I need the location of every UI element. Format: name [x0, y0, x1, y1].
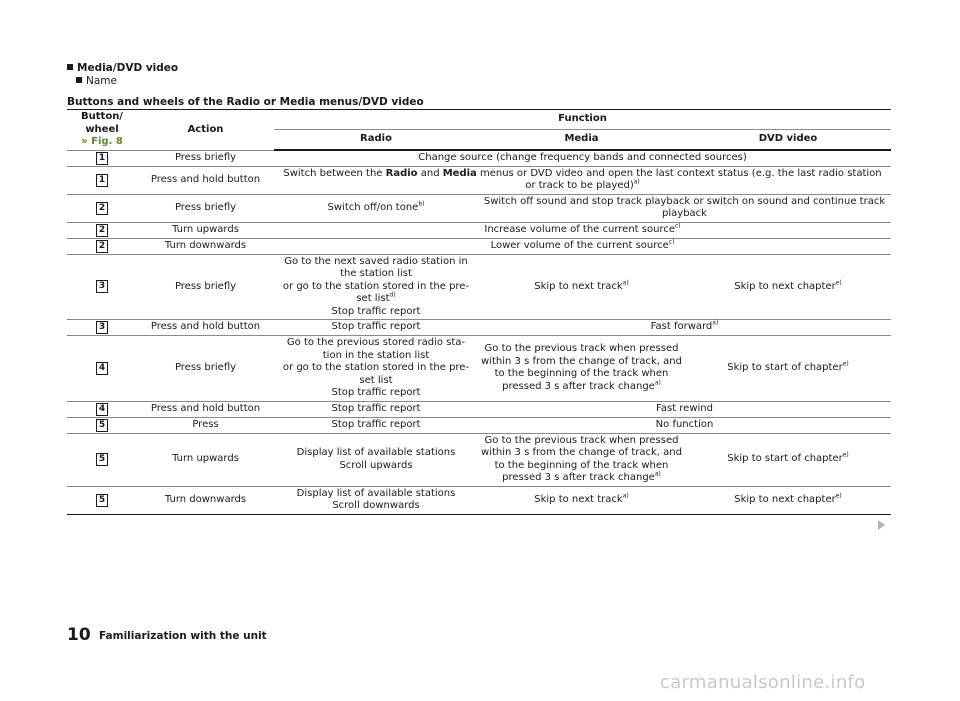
function-cell: Change source (change frequency bands and connected sources): [274, 150, 891, 166]
text-run: Skip to next chapter: [734, 280, 836, 292]
function-cell: [274, 166, 891, 194]
text-run-bold: Radio: [385, 167, 418, 179]
text-line: Scroll upwards: [339, 459, 413, 471]
text-run: Switch between the: [283, 167, 386, 179]
bullet-item-name: [67, 75, 178, 88]
text-run: Go to the previous track when pressed within 3 s from the change of track, and to the beginning of the track when pressed 3 s after track change: [481, 434, 682, 483]
action-cell: Press and hold button: [137, 401, 274, 417]
table-row: [67, 320, 891, 336]
dvd-cell: [685, 486, 891, 514]
text-line: or go to the station stored in the pre- set list: [282, 362, 470, 386]
media-dvd-cell: No function: [478, 417, 891, 433]
dvd-cell: [685, 336, 891, 402]
button-number-badge: 2: [96, 202, 108, 215]
table-row: [67, 238, 891, 254]
table-row: [67, 150, 891, 166]
text-run: Go to the previous track when pressed within 3 s from the change of track, and to the beginning of the track when pressed 3 s after track change: [481, 343, 682, 392]
text-run: Increase volume of the current source: [484, 223, 675, 235]
action-cell: Turn downwards: [137, 238, 274, 254]
text-run: or go to the station stored in the pre-set list: [282, 280, 470, 304]
table-row: [67, 486, 891, 514]
button-number-badge: 5: [96, 453, 108, 466]
footnote-mark: c): [674, 222, 681, 230]
button-number-badge: 5: [96, 494, 108, 507]
table-row: [67, 433, 891, 486]
text-line: Stop traffic report: [331, 305, 421, 317]
action-cell: Press briefly: [137, 194, 274, 222]
footnote-mark: e): [842, 451, 849, 459]
text-line: Go to the next saved radio station in the station list: [284, 255, 468, 279]
button-number-badge: 3: [96, 280, 108, 293]
function-cell: [274, 238, 891, 254]
text-run: Skip to next track: [534, 280, 623, 292]
radio-cell: Stop traffic report: [274, 417, 478, 433]
text-run: Lower volume of the current source: [490, 239, 669, 251]
footnote-mark: b): [418, 200, 425, 208]
table-row: [67, 336, 891, 402]
footnote-mark: a): [622, 279, 629, 287]
function-cell: [274, 222, 891, 238]
text-line: Go to the previous stored radio sta- tion in the station list: [286, 337, 466, 361]
header-media: Media: [478, 129, 685, 150]
text-run: Switch off/on tone: [327, 201, 419, 213]
button-number-badge: 2: [96, 224, 108, 237]
action-cell: Turn downwards: [137, 486, 274, 514]
continue-arrow-icon: [878, 520, 885, 530]
radio-cell: [274, 336, 478, 402]
media-dvd-cell: [478, 320, 891, 336]
button-number-badge: 4: [96, 362, 108, 375]
footnote-mark: d): [389, 291, 396, 299]
text-run-bold: Media: [442, 167, 477, 179]
action-cell: Press and hold button: [137, 320, 274, 336]
button-number-badge: 2: [96, 240, 108, 253]
page-section-title: Familiarization with the unit: [99, 630, 267, 642]
radio-cell: Stop traffic report: [274, 320, 478, 336]
radio-cell: [274, 486, 478, 514]
bullet-item-media-dvd: [67, 62, 178, 75]
footnote-mark: e): [842, 360, 849, 368]
table-row: [67, 254, 891, 320]
page-number: 10: [67, 625, 91, 645]
button-number-badge: 5: [96, 419, 108, 432]
text-run: Fast forward: [650, 321, 713, 333]
action-cell: Press briefly: [137, 336, 274, 402]
text-run: Skip to next chapter: [734, 493, 836, 505]
footnote-mark: c): [668, 238, 675, 246]
radio-cell: [274, 254, 478, 320]
footnote-mark: a): [633, 178, 640, 186]
table-row: [67, 222, 891, 238]
action-cell: Press briefly: [137, 254, 274, 320]
text-line: Stop traffic report: [331, 387, 421, 398]
text-run: Skip to start of chapter: [727, 362, 843, 373]
table-row: [67, 417, 891, 433]
text-run: Skip to next track: [534, 493, 623, 505]
figure-link[interactable]: » Fig. 8: [81, 136, 123, 147]
action-cell: Turn upwards: [137, 222, 274, 238]
action-cell: Press: [137, 417, 274, 433]
header-button-text: Button/ wheel: [81, 111, 123, 135]
bullet-list: [67, 62, 178, 88]
media-dvd-cell: Switch off sound and stop track playback or switch on sound and continue track playback: [478, 194, 891, 222]
table-caption: Buttons and wheels of the Radio or Media menus/DVD video: [67, 96, 424, 108]
header-action: Action: [137, 110, 274, 151]
text-run: menus or DVD video and open the last context status (e.g. the last radio station or track to be played): [476, 167, 882, 191]
header-function: Function: [274, 110, 891, 130]
bullet-text: Name: [86, 75, 117, 87]
header-radio: Radio: [274, 129, 478, 150]
button-number-badge: 3: [96, 321, 108, 334]
media-cell: [478, 336, 685, 402]
media-cell: [478, 254, 685, 320]
bullet-text: Media/DVD video: [77, 62, 179, 74]
bullet-square-icon: [76, 77, 82, 83]
table-row: [67, 194, 891, 222]
action-cell: Press briefly: [137, 150, 274, 166]
footnote-mark: a): [622, 492, 629, 500]
action-cell: Press and hold button: [137, 166, 274, 194]
radio-cell: [274, 433, 478, 486]
footnote-mark: a): [654, 379, 661, 387]
text-line: Scroll downwards: [332, 500, 420, 511]
footnote-mark: a): [712, 319, 719, 327]
button-number-badge: 1: [96, 174, 108, 187]
text-line: Display list of available stations: [296, 487, 456, 499]
functions-table: [67, 109, 891, 515]
bullet-square-icon: [67, 64, 73, 70]
button-number-badge: 4: [96, 403, 108, 416]
radio-cell: [274, 194, 478, 222]
media-cell: [478, 486, 685, 514]
table-row: [67, 166, 891, 194]
media-dvd-cell: Fast rewind: [478, 401, 891, 417]
button-number-badge: 1: [96, 152, 108, 165]
dvd-cell: [685, 254, 891, 320]
header-dvd: DVD video: [685, 129, 891, 150]
text-line: [277, 281, 475, 306]
text-line: Display list of available stations: [296, 447, 456, 458]
text-run: Skip to start of chapter: [727, 453, 843, 465]
footnote-mark: e): [835, 492, 842, 500]
footnote-mark: e): [835, 279, 842, 287]
watermark: carmanualsonline.info: [660, 672, 866, 693]
action-cell: Turn upwards: [137, 433, 274, 486]
dvd-cell: [685, 433, 891, 486]
table-row: [67, 401, 891, 417]
media-cell: [478, 433, 685, 486]
radio-cell: Stop traffic report: [274, 401, 478, 417]
text-run: and: [417, 167, 443, 179]
footnote-mark: a): [654, 470, 661, 478]
header-button-wheel: [67, 110, 137, 151]
